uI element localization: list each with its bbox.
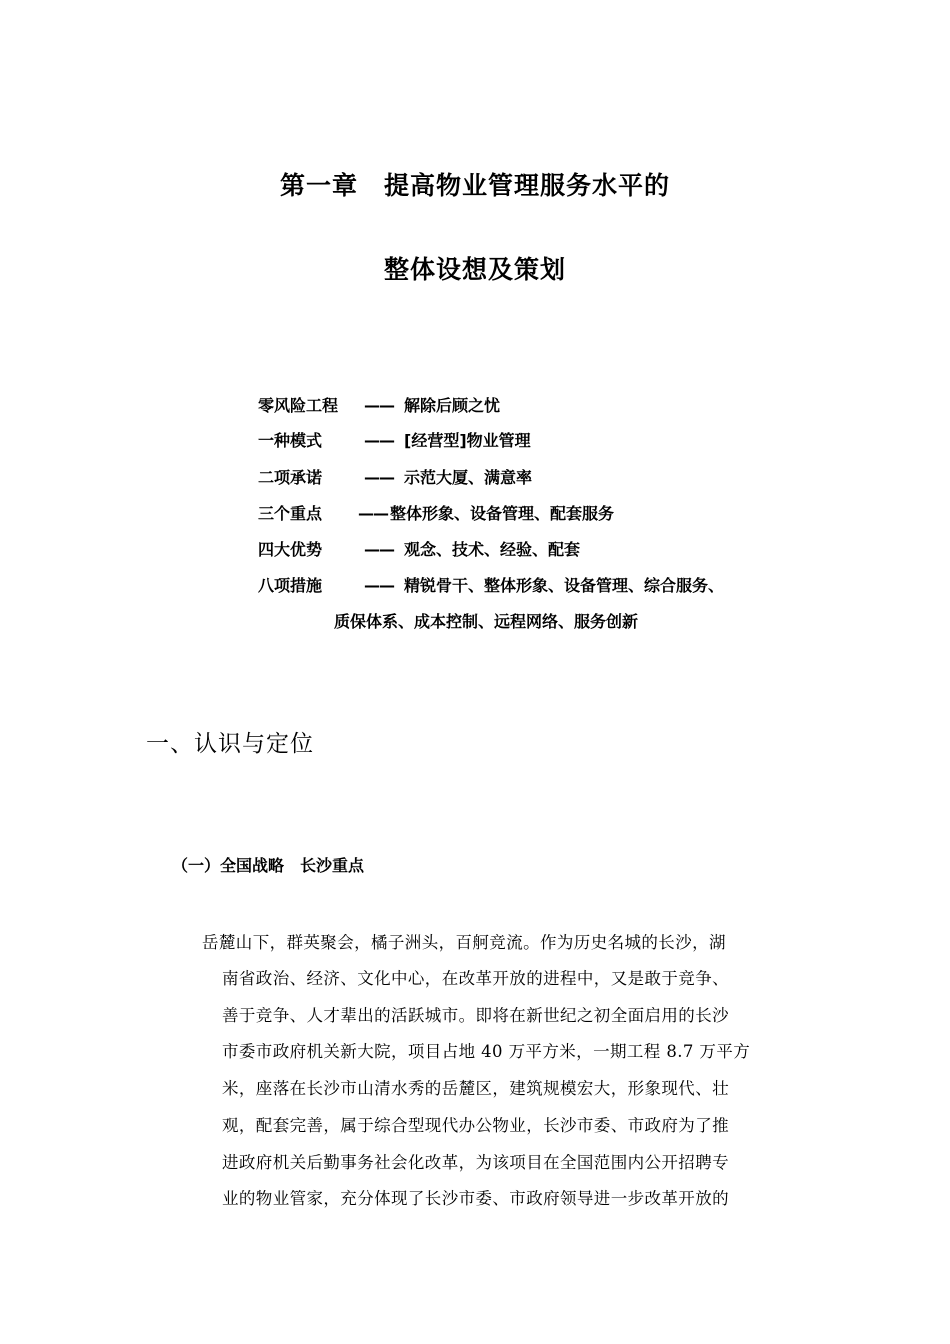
outline-item bbox=[258, 575, 818, 597]
paragraph-line: 善于竞争、人才辈出的活跃城市。即将在新世纪之初全面启用的长沙 bbox=[222, 1006, 729, 1025]
paragraph-line: 观，配套完善，属于综合型现代办公物业，长沙市委、市政府为了推 bbox=[222, 1116, 729, 1135]
outline-text: 解除后顾之忧 bbox=[404, 396, 501, 415]
subsection-heading: （一）全国战略 长沙重点 bbox=[172, 856, 365, 875]
outline-label: 三个重点 bbox=[258, 504, 323, 523]
outline-dash: —— bbox=[364, 431, 394, 450]
section-heading: 一、认识与定位 bbox=[146, 731, 314, 757]
paragraph-line: 岳麓山下，群英聚会，橘子洲头，百舸竞流。作为历史名城的长沙，湖 bbox=[202, 933, 726, 952]
paragraph-line: 南省政治、经济、文化中心，在改革开放的进程中，又是敢于竞争、 bbox=[222, 969, 729, 988]
outline-dash: —— bbox=[364, 396, 394, 415]
outline-label: 四大优势 bbox=[258, 540, 323, 559]
outline-dash: —— bbox=[364, 540, 394, 559]
chapter-title-line-2: 整体设想及策划 bbox=[383, 255, 566, 284]
outline-text: 精锐骨干、整体形象、设备管理、综合服务、 bbox=[404, 576, 725, 595]
chapter-title-line-1: 第一章 提高物业管理服务水平的 bbox=[279, 171, 670, 200]
outline-continuation: 质保体系、成本控制、远程网络、服务创新 bbox=[334, 612, 639, 631]
outline-label: 八项措施 bbox=[258, 576, 323, 595]
outline-dash: —— bbox=[364, 468, 394, 487]
outline-text: 示范大厦、满意率 bbox=[404, 468, 533, 487]
paragraph-line: 米，座落在长沙市山清水秀的岳麓区，建筑规模宏大，形象现代、壮 bbox=[222, 1079, 729, 1098]
paragraph-line: 市委市政府机关新大院，项目占地 40 万平方米，一期工程 8.7 万平方 bbox=[222, 1042, 751, 1061]
outline-dash: —— bbox=[358, 504, 388, 523]
outline-item bbox=[258, 539, 818, 561]
outline-dash: —— bbox=[364, 576, 394, 595]
outline-item bbox=[258, 395, 818, 417]
outline-item bbox=[258, 430, 818, 452]
paragraph-line: 进政府机关后勤事务社会化改革，为该项目在全国范围内公开招聘专 bbox=[222, 1153, 729, 1172]
outline-text: [经营型]物业管理 bbox=[404, 431, 531, 450]
outline-label: 零风险工程 bbox=[258, 396, 339, 415]
outline-label: 二项承诺 bbox=[258, 468, 323, 487]
outline-item bbox=[258, 467, 818, 489]
paragraph-line: 业的物业管家，充分体现了长沙市委、市政府领导进一步改革开放的 bbox=[222, 1189, 729, 1208]
outline-item bbox=[258, 503, 818, 525]
outline-label: 一种模式 bbox=[258, 431, 323, 450]
outline-text: 整体形象、设备管理、配套服务 bbox=[390, 504, 615, 523]
outline-text: 观念、技术、经验、配套 bbox=[404, 540, 581, 559]
